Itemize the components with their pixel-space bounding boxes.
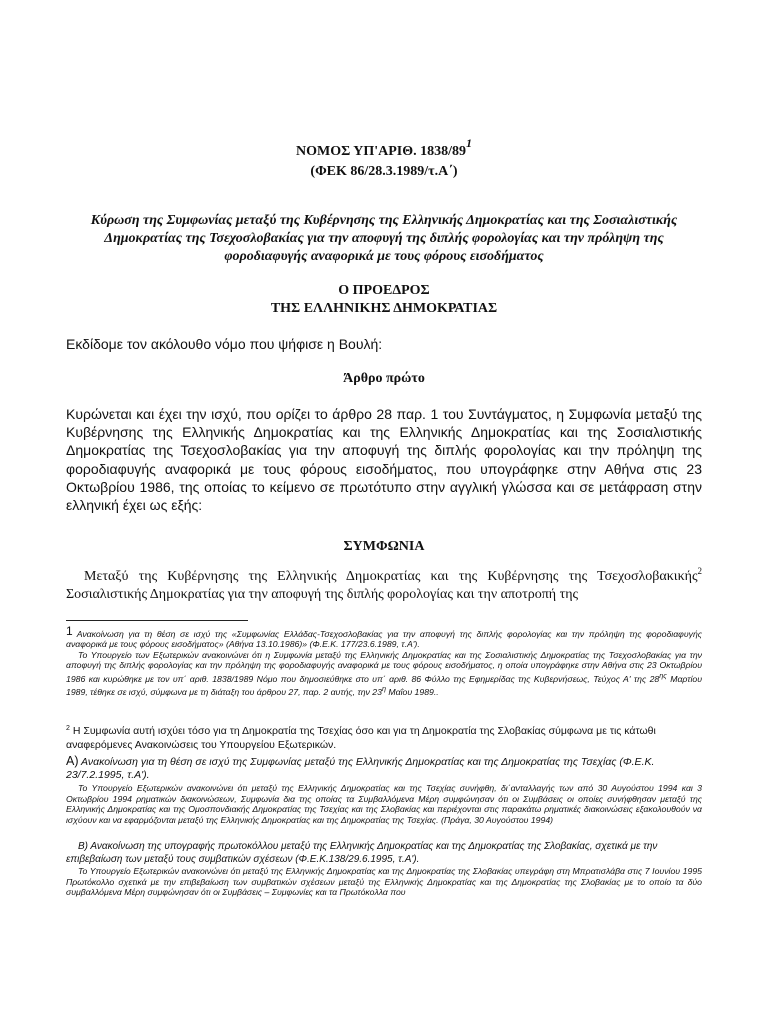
article-heading: Άρθρο πρώτο — [343, 371, 425, 386]
footnote-ref-2[interactable]: 2 — [697, 566, 702, 576]
footnote-1 — [66, 626, 702, 697]
footnote-1-notice-a: Το Υπουργείο των Εξωτερικών ανακοινώνει ότι η Συμφωνία μεταξύ της Ελληνικής Δημοκρατίας και της Σοσιαλιστικής Δημοκρατίας της Τσεχοσλοβακίας για την αποφυγή της διπλής φορολογίας και την πρόληψη της φοροδιαφυγής αναφορικά με τους φόρους εισοδήματος, η οποία υπογράφηκε στην Αθήνα στις 23 Οκτωβρίου 1986 και κυρώθηκε με τον υπ΄ αριθ. 1838/1989 Νόμο που δημοσιεύθηκε στο υπ΄ αριθ. 86 Φύλλο της Εφημερίδας της Κυβερνήσεως, Τεύχος Α' της 28 — [66, 649, 702, 684]
agreement-paragraph — [66, 568, 702, 605]
footnote-2-text: Η Συμφωνία αυτή ισχύει τόσο για τη Δημοκρατία της Τσεχίας όσο και για τη Δημοκρατία της Σλοβακίας σύμφωνα με τις κάτωθι αναφερόμενες Ανακοινώσεις του Υπουργείου Εξωτερικών. — [66, 725, 656, 751]
footnote-2-section-a-text: Το Υπουργείο Εξωτερικών ανακοινώνει ότι μεταξύ της Ελληνικής Δημοκρατίας και της Τσεχίας συνήφθη, δι΄ανταλλαγής των από 30 Αυγούστου 1994 και 3 Οκτωβρίου 1994 ρηματικών διακοινώσεων, Συμφωνία δια της οποίας τα Συμβαλλόμενα Μέρη συμφώνησαν ότι οι Συμβάσεις οι οποίες συνήφθησαν μεταξύ της Ελληνικής Δημοκρατίας και της Ομοσπονδιακής Δημοκρατίας της Τσεχίας και της Σλοβακίας και περιέχονται στις παρακάτω ρηματικές διακοινώσεις εξακολουθούν να ισχύουν και να εφαρμόζονται μεταξύ της Ελληνικής Δημοκρατίας και της Δημοκρατίας της Τσεχίας. (Πράγα, 30 Αυγούστου 1994) — [66, 783, 702, 825]
law-number: ΝΟΜΟΣ ΥΠ'ΑΡΙΘ. 1838/89 — [295, 144, 467, 159]
footnote-ref-1[interactable]: 1 — [466, 136, 473, 150]
footnote-2-mark: 2 — [66, 725, 70, 732]
footnote-1-notice — [66, 650, 702, 697]
footnote-1-notice-b: Μαρτίου 1989, τέθηκε σε ισχύ, σύμφωνα με τη διάταξη του άρθρου 27, παρ. 2 αυτής, την 23 — [66, 673, 702, 697]
agreement-text-b: Σοσιαλιστικής Δημοκρατίας για την αποφυγή της διπλής φορολογίας και την αποτροπή της — [66, 587, 579, 603]
section-a-letter: Α) — [66, 754, 79, 768]
footnote-1-notice-sup2: η — [381, 683, 386, 693]
president-line-2: ΤΗΣ ΕΛΛΗΝΙΚΗΣ ΔΗΜΟΚΡΑΤΙΑΣ — [270, 301, 498, 316]
enactment-formula: Εκδίδομε τον ακόλουθο νόμο που ψήφισε η Βουλή: — [66, 336, 383, 352]
article-paragraph: Κυρώνεται και έχει την ισχύ, που ορίζει το άρθρο 28 παρ. 1 του Συντάγματος, η Συμφωνία μεταξύ της Κυβέρνησης της Ελληνικής Δημοκρατίας και της Ελληνικής Δημοκρατίας και της Σοσιαλιστικής Δημοκρατίας της Τσεχοσλοβακίας για την αποφυγή της διπλής φορολογίας και την πρόληψη της φοροδιαφυγής αναφορικά με τους φόρους εισοδήματος, που υπογράφηκε στην Αθήνα στις 23 Οκτωβρίου 1986, της οποίας το κείμενο σε πρωτότυπο στην αγγλική γλώσσα και σε μετάφραση στην ελληνική έχει ως εξής: — [66, 406, 702, 514]
footnote-2-section-b-heading: Β) Ανακοίνωση της υπογραφής πρωτοκόλλου μεταξύ της Ελληνικής Δημοκρατίας και της Δημοκρατίας της Σλοβακίας, σχετικά με την επιβεβαίωση των μεταξύ τους συμβατικών σχέσεων (Φ.Ε.Κ.138/29.6.1995, τ.Α'). — [66, 841, 658, 865]
footnote-1-notice-c: Μαΐου 1989.. — [385, 686, 439, 697]
gazette-reference: (ΦΕΚ 86/28.3.1989/τ.Α΄) — [310, 164, 458, 179]
law-title — [66, 136, 702, 182]
president-heading — [66, 282, 702, 318]
agreement-text-a: Μεταξύ της Κυβέρνησης της Ελληνικής Δημοκρατίας και της Κυβέρνησης της Τσεχοσλοβακικής — [84, 569, 698, 584]
footnote-1-notice-sup: ης — [659, 670, 667, 680]
agreement-heading: ΣΥΜΦΩΝΙΑ — [343, 539, 425, 554]
law-number-line — [66, 136, 702, 162]
law-subject: Κύρωση της Συμφωνίας μεταξύ της Κυβέρνησης της Ελληνικής Δημοκρατίας και της Σοσιαλιστικής Δημοκρατίας της Τσεχοσλοβακίας για την αποφυγή της διπλής φορολογίας και την πρόληψη της φοροδιαφυγής αναφορικά με τους φόρους εισοδήματος — [90, 213, 678, 264]
footnote-1-text: Ανακοίνωση για τη θέση σε ισχύ της «Συμφωνίας Ελλάδας-Τσεχοσλοβακίας για την αποφυγή της διπλής φορολογίας και την πρόληψη της φοροδιαφυγής αναφορικά με τους φόρους εισοδήματος» (Αθήνα 13.10.1986)» (Φ.Ε.Κ. 177/23.6.1989, τ.Α'). — [66, 629, 702, 650]
footnote-1-mark: 1 — [66, 624, 73, 638]
footnote-2-section-a-heading — [66, 755, 702, 782]
footnote-separator — [66, 620, 248, 621]
footnote-2 — [66, 724, 702, 752]
footnote-2-section-b-text: Το Υπουργείο Εξωτερικών ανακοινώνει ότι μεταξύ της Ελληνικής Δημοκρατίας και της Δημοκρατίας της Σλοβακίας υπεγράφη στη Μπρατισλάβα στις 7 Ιουνίου 1995 Πρωτόκολλο σχετικά με την επιβεβαίωση των συμβατικών σχέσεων μεταξύ της Ελληνικής Δημοκρατίας και της Δημοκρατίας της Σλοβακίας με το οποίο τα δύο συμβαλλόμενα Μέρη συμφώνησαν ότι οι Συμβάσεις – Συμφωνίες και τα Πρωτόκολλα που — [66, 866, 702, 897]
president-line-1: Ο ΠΡΟΕΔΡΟΣ — [338, 283, 430, 298]
section-a-heading-text: Ανακοίνωση για τη θέση σε ισχύ της Συμφωνίας μεταξύ της Ελληνικής Δημοκρατίας και της Δημοκρατίας της Τσεχίας (Φ.Ε.Κ. 23/7.2.1995, τ.Α'). — [66, 756, 655, 781]
